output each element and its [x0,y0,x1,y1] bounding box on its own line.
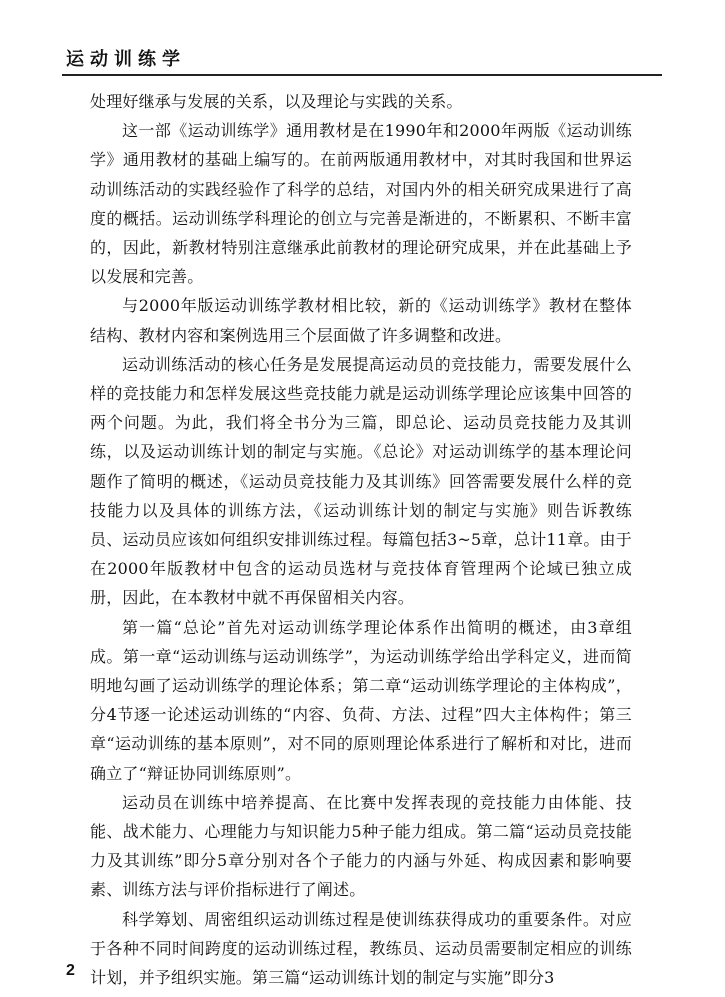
running-head-title: 运动训练学 [66,49,186,70]
page-number: 2 [66,962,75,979]
paragraph: 这一部《运动训练学》通用教材是在1990年和2000年两版《运动训练学》通用教材的基础上编写的。在前两版通用教材中，对其时我国和世界运动训练活动的实践经验作了科学的总结，对国内外的相关研究成果进行了高度的概括。运动训练学科理论的创立与完善是渐进的，不断累积、不断丰富的，因此，新教材特别注意继承此前教材的理论研究成果，并在此基础上予以发展和完善。 [90,121,632,287]
paragraph: 第一篇“总论”首先对运动训练学理论体系作出简明的概述，由3章组成。第一章“运动训练与运动训练学”，为运动训练学给出学科定义，进而简明地勾画了运动训练学的理论体系；第二章“运动训练学理论的主体构成”，分4节逐一论述运动训练的“内容、负荷、方法、过程”四大主体构件；第三章“运动训练的基本原则”，对不同的原则理论体系进行了解析和对比，进而确立了“辩证协同训练原则”。 [90,617,632,783]
paragraph: 运动训练活动的核心任务是发展提高运动员的竞技能力，需要发展什么样的竞技能力和怎样发展这些竞技能力就是运动训练学理论应该集中回答的两个问题。为此，我们将全书分为三篇，即总论、运动员竞技能力及其训练，以及运动训练计划的制定与实施。《总论》对运动训练学的基本理论问题作了简明的概述，《运动员竞技能力及其训练》回答需要发展什么样的竞技能力以及具体的训练方法，《运动训练计划的制定与实施》则告诉教练员、运动员应该如何组织安排训练过程。每篇包括3~5章，总计11章。由于在2000年版教材中包含的运动员选材与竞技体育管理两个论域已独立成册，因此，在本教材中就不再保留相关内容。 [90,354,632,608]
header-rule [62,74,662,76]
paragraph: 处理好继承与发展的关系，以及理论与实践的关系。 [90,92,463,111]
paragraph: 科学筹划、周密组织运动训练过程是使训练获得成功的重要条件。对应于各种不同时间跨度的运动训练过程，教练员、运动员需要制定相应的训练计划，并予组织实施。第三篇“运动训练计划的制定与实施”即分3 [90,909,632,988]
paragraph: 与2000年版运动训练学教材相比较，新的《运动训练学》教材在整体结构、教材内容和案例选用三个层面做了许多调整和改进。 [90,296,632,345]
body-text [90,87,632,992]
paragraph: 运动员在训练中培养提高、在比赛中发挥表现的竞技能力由体能、技能、战术能力、心理能力与知识能力5种子能力组成。第二篇“运动员竞技能力及其训练”即分5章分别对各个子能力的内涵与外延、构成因素和影响要素、训练方法与评价指标进行了阐述。 [90,792,632,900]
